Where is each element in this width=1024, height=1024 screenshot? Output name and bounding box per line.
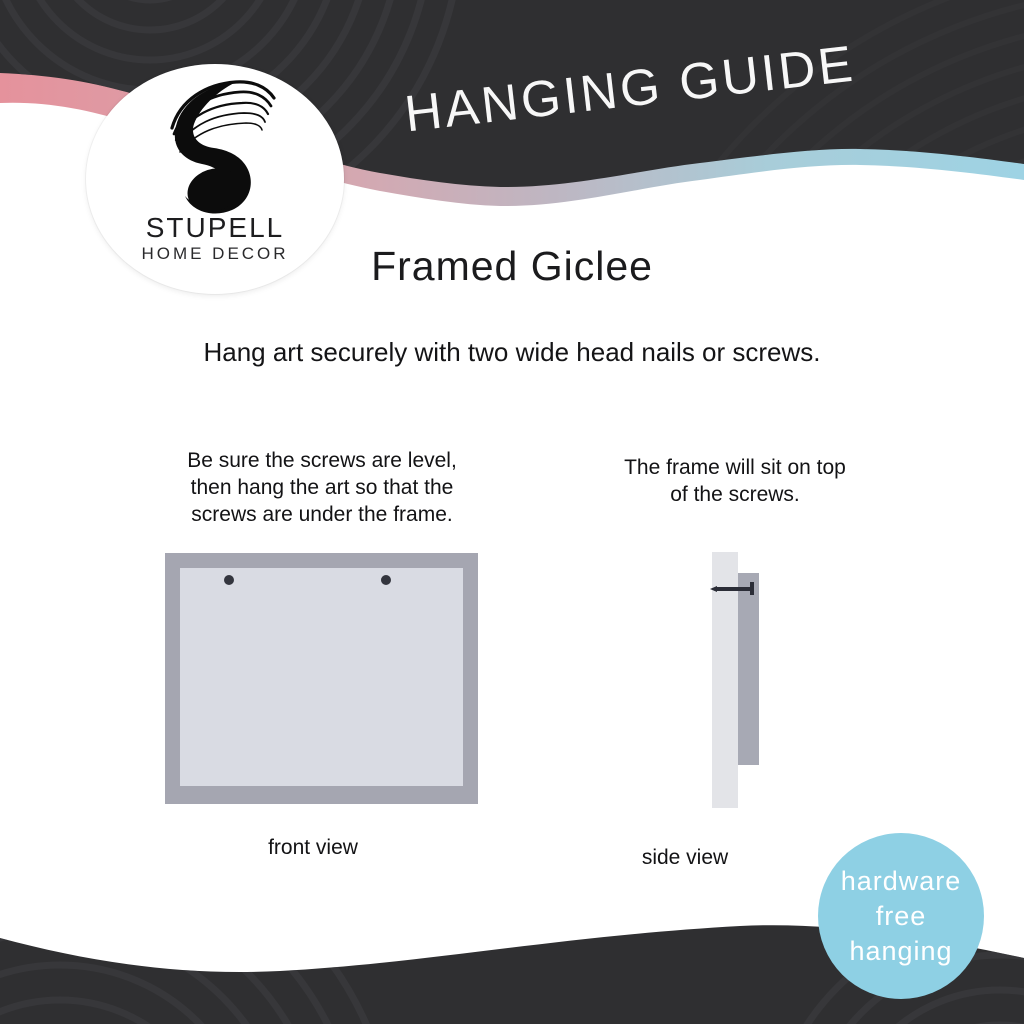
screw-right [381, 575, 391, 585]
brand-tagline: HOME DECOR [141, 244, 289, 263]
nail-icon [716, 587, 752, 591]
brand-name: STUPELL [145, 212, 285, 243]
instruction-line: The frame will sit on top [624, 456, 846, 479]
brand-logo [86, 64, 344, 294]
side-view-frame [738, 573, 759, 765]
screw-left [224, 575, 234, 585]
intro-text: Hang art securely with two wide head nails or screws. [203, 337, 821, 367]
hardware-free-badge [818, 833, 984, 999]
instruction-line: Be sure the screws are level, [187, 449, 457, 472]
front-view-diagram [165, 553, 478, 804]
product-title: Framed Giclee [371, 243, 653, 289]
stupell-swoosh-icon [148, 74, 282, 214]
front-view-caption: front view [268, 836, 358, 859]
instruction-line: then hang the art so that the [190, 476, 454, 499]
side-view-caption: side view [641, 846, 729, 869]
front-view-instruction [152, 447, 492, 528]
nail-head [750, 582, 754, 595]
badge-line: hardware [840, 865, 962, 896]
side-view-instruction [575, 454, 895, 508]
page-title: HANGING GUIDE [401, 34, 859, 143]
badge-line: hanging [849, 935, 953, 966]
frame-panel [180, 568, 463, 786]
instruction-line: of the screws. [670, 483, 800, 506]
badge-line: free [875, 900, 927, 931]
instruction-line: screws are under the frame. [191, 503, 453, 526]
nail-tip [710, 586, 717, 592]
